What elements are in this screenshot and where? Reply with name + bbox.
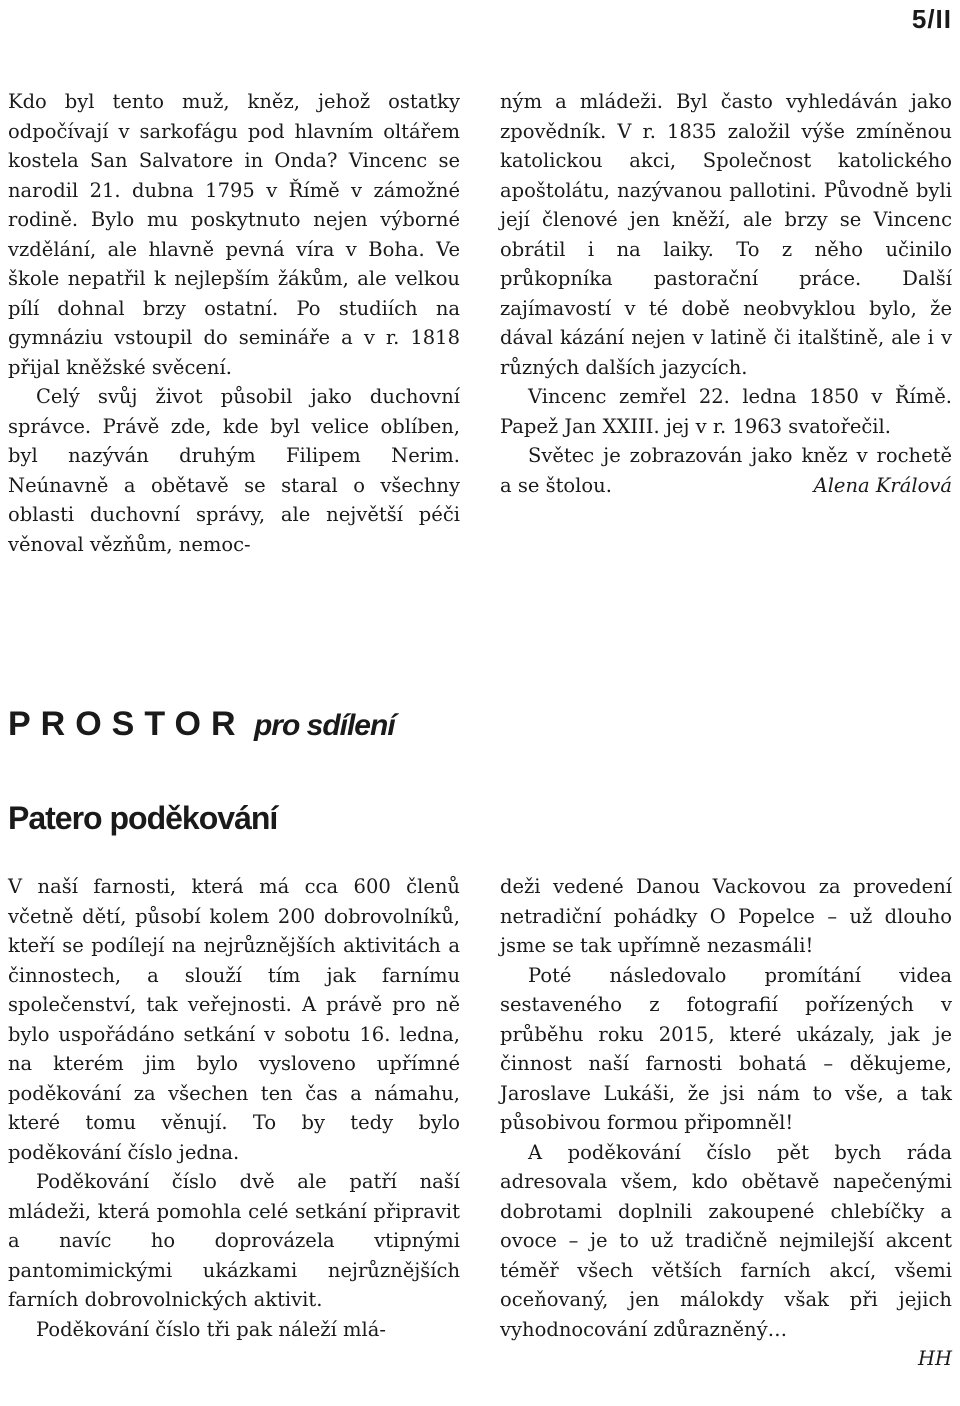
author-signature: HH <box>917 1347 952 1370</box>
paragraph: Poděkování číslo tři pak náleží mlá- <box>36 1317 386 1341</box>
author-signature: Alena Králová <box>813 473 952 497</box>
article-title: Patero poděkování <box>8 800 278 836</box>
section-title: PROSTOR <box>8 705 246 743</box>
top-article-left-column <box>8 87 460 559</box>
section-heading <box>8 705 395 744</box>
paragraph: A poděkování číslo pět bych ráda adresovala všem, kdo obětavě napečenými dobrotami doplnili zakoupené chlebíčky a ovoce – je to už tradičně nejmilejší akcent téměř všech větších farních akcí, všemi oceňovaný, jen málokdy však při jejich vyhodnocování zdůrazněný… <box>500 1140 952 1341</box>
paragraph: deži vedené Danou Vackovou za provedení netradiční pohádky O Popelce – už dlouho jsme se tak upřímně nezasmáli! <box>500 875 952 957</box>
bottom-article-right-column <box>500 872 952 1374</box>
paragraph-with-signature <box>500 441 952 500</box>
paragraph: Celý svůj život působil jako duchovní správce. Právě zde, kde byl velice oblíben, byl nazýván druhým Filipem Nerim. Neúnavně a obětavě se staral o všechny oblasti duchovní správy, ale největší péči věnoval vězňům, nemoc- <box>8 385 460 556</box>
page-number: 5/II <box>911 4 952 34</box>
paragraph: Světec je zobrazován jako kněz v rochetě a se štolou. <box>500 444 952 497</box>
paragraph: V naší farnosti, která má cca 600 členů včetně dětí, působí kolem 200 dobrovolníků, kteří se podílejí na nejrůznějších aktivitách a činnostech, a slouží tím jak farnímu společenství, tak veřejnosti. A právě pro ně bylo uspořádáno setkání v sobotu 16. ledna, na kterém jim bylo vysloveno upřímné poděkování za všechen ten čas a námahu, které tomu věnují. To by tedy bylo poděkování číslo jedna. <box>8 875 460 1164</box>
paragraph: Vincenc zemřel 22. ledna 1850 v Římě. Papež Jan XXIII. jej v r. 1963 svatořečil. <box>500 385 952 438</box>
paragraph: Poté následovalo promítání videa sestaveného z fotografií pořízených v průběhu roku 2015, které ukázaly, jak je činnost naší farnosti bohatá – děkujeme, Jaroslave Lukáši, že jsi nám to vše, a tak působivou formou připomněl! <box>500 963 952 1134</box>
paragraph: Kdo byl tento muž, kněz, jehož ostatky odpočívají v sarkofágu pod hlavním oltářem kostela San Salvatore in Onda? Vincenc se narodil 21. dubna 1795 v Římě v zámožné rodině. Bylo mu poskytnuto nejen výborné vzdělání, ale hlavně pevná víra v Boha. Ve škole nepatřil k nejlepším žákům, ale velkou pílí dohnal brzy ostatní. Po studiích na gymnáziu vstoupil do semináře a v r. 1818 přijal kněžské svěcení. <box>8 90 460 379</box>
bottom-article-left-column <box>8 872 460 1344</box>
paragraph: Poděkování číslo dvě ale patří naší mládeži, která pomohla celé setkání připravit a navíc ho doprovázela vtipnými pantomimickými ukázkami nejrůznějších farních dobrovolnických aktivit. <box>8 1170 460 1311</box>
section-subtitle: pro sdílení <box>253 709 395 742</box>
paragraph: ným a mládeži. Byl často vyhledáván jako zpovědník. V r. 1835 založil výše zmíněnou katolickou akci, Společnost katolického apoštolátu, nazývanou pallotini. Původně byli její členové jen kněží, ale brzy se Vincenc obrátil i na laiky. To z něho učinilo průkopníka pastorační práce. Další zajímavostí v té době neobvyklou bylo, že dával kázání nejen v latině či italštině, ale i v různých dalších jazycích. <box>500 90 952 379</box>
top-article-right-column <box>500 87 952 500</box>
